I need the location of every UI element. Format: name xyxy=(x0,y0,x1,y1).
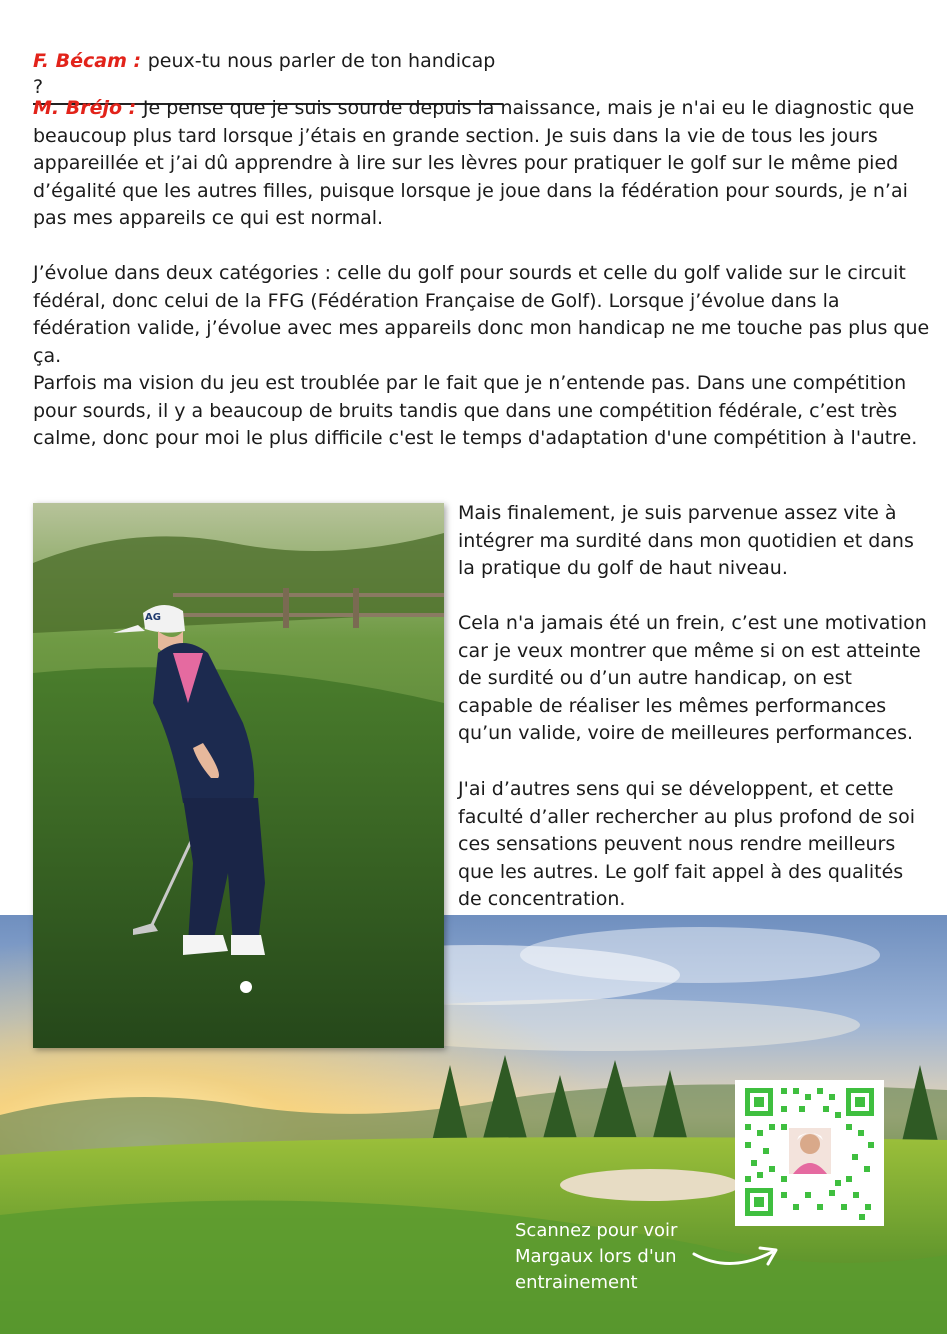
answer-paragraph-2: J’évolue dans deux catégories : celle du golf pour sourds et celle du golf valide sur le circuit fédéral, donc celui de la FFG (Fédération Française de Golf). Lorsque j’évolue dans la fédération valide, j’évolue avec mes appareils donc mon handicap ne me touche pas plus que ça. xyxy=(33,262,930,367)
question-text: peux-tu nous parler de ton handicap ? xyxy=(33,50,496,98)
answer-paragraph-5: Cela n'a jamais été un frein, c’est une motivation car je veux montrer que même si on est atteinte de surdité ou d’un autre handicap, on est capable de réaliser les mêmes performances qu’un valide, voire de meilleures performances. xyxy=(458,612,927,744)
answer-intro-text: Je pense que je suis sourde depuis la naissance, mais je n'ai eu le diagnostic que beaucoup plus tard lorsque j’étais en grande section. Je suis dans la vie de tous les jours appareillée et j’ai dû apprendre à lire sur les lèvres pour pratiquer le golf sur le même pied d’égalité que les autres filles, puisque lorsque je joue dans la fédération pour sourds, je n’ai pas mes appareils ce qui est normal. xyxy=(33,97,915,229)
answer-paragraph-1 xyxy=(33,95,938,233)
qr-caption-line-3: entrainement xyxy=(515,1272,638,1293)
golfer-putting-photo xyxy=(33,503,444,1048)
answer-paragraph-6: J'ai d’autres sens qui se développent, et cette faculté d’aller rechercher au plus profond de soi ces sensations peuvent nous rendre meilleurs que les autres. Le golf fait appel à des qualités de concentration. xyxy=(458,778,915,910)
answer-separator: : xyxy=(122,97,143,119)
qr-caption-line-1: Scannez pour voir xyxy=(515,1220,678,1241)
qr-caption xyxy=(515,1218,715,1296)
qr-code[interactable] xyxy=(735,1080,884,1226)
question-separator: : xyxy=(126,50,148,72)
interviewer-name: F. Bécam xyxy=(33,50,127,72)
cap-logo-text: AG xyxy=(145,612,161,623)
curved-arrow-icon xyxy=(690,1240,790,1290)
answer-paragraph-4: Mais finalement, je suis parvenue assez vite à intégrer ma surdité dans mon quotidien et dans la pratique du golf de haut niveau. xyxy=(458,502,914,579)
interviewee-name: M. Bréjo xyxy=(33,97,123,119)
qr-caption-line-2: Margaux lors d'un xyxy=(515,1246,677,1267)
answer-paragraph-3: Parfois ma vision du jeu est troublée par le fait que je n’entende pas. Dans une compétition pour sourds, il y a beaucoup de bruits tandis que dans une compétition fédérale, c’est très calme, donc pour moi le plus difficile c'est le temps d'adaptation d'une compétition à l'autre. xyxy=(33,372,918,449)
